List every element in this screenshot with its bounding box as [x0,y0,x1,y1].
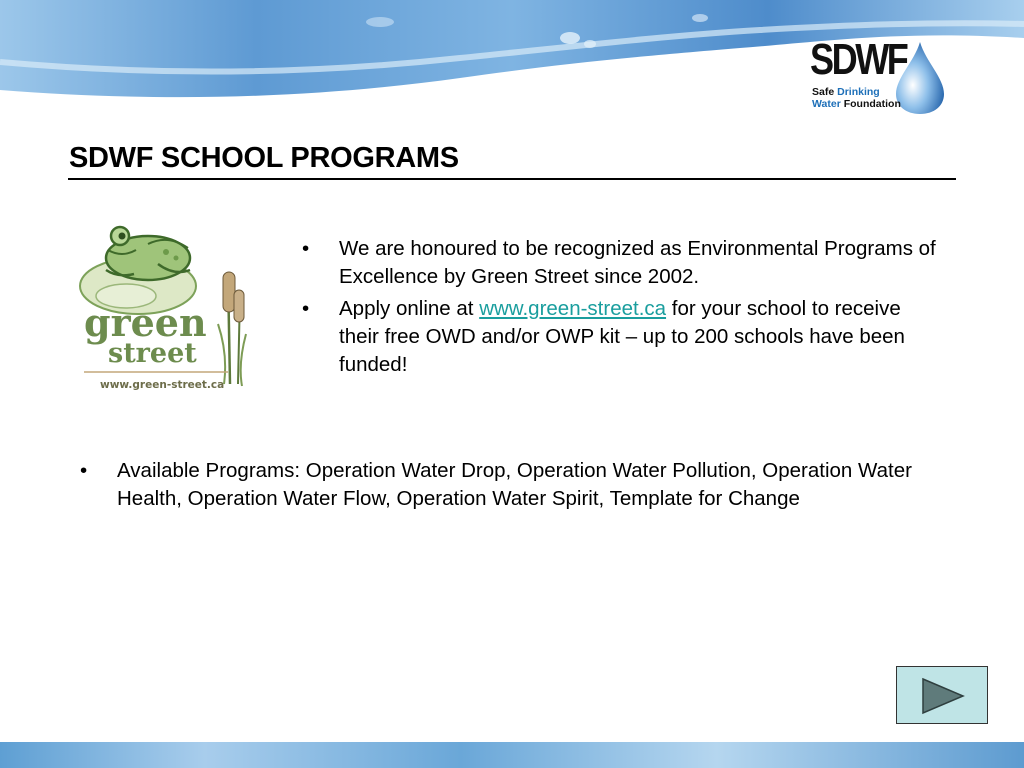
frog-icon [106,227,190,280]
apply-text-after: for your school to receive their free OWD and/or OWP kit – up to 200 schools have been funded! [339,297,905,376]
street-word: street [108,338,197,369]
right-bullet-list [302,235,942,383]
sdwf-wordmark: SDWF [810,35,907,84]
bullet-text: Available Programs: Operation Water Drop, Operation Water Pollution, Operation Water Health, Operation Water Flow, Operation Water Spirit, Template for Change [117,459,912,510]
bullet-text: We are honoured to be recognized as Environmental Programs of Excellence by Green Street since 2002. [339,237,936,288]
logo-water: Water [812,98,841,110]
logo-drinking: Drinking [837,86,880,98]
title-divider [68,178,956,180]
logo-safe: Safe [812,86,835,98]
bottom-water-band [0,742,1024,768]
bullet-marker: • [80,459,88,482]
logo-foundation: Foundation [843,98,901,110]
green-street-link[interactable]: www.green-street.ca [479,297,667,320]
play-triangle-icon [921,677,965,715]
bullet-text [339,297,905,376]
bullet-marker: • [302,297,310,320]
bullet-marker: • [302,237,310,260]
sdwf-subtitle [812,86,901,110]
list-item [80,457,960,513]
list-item [302,295,942,379]
green-word: green [84,300,207,345]
programs-bullet-list [80,457,960,517]
green-street-logo [78,214,250,394]
list-item [302,235,942,291]
green-street-url: www.green-street.ca [100,379,225,391]
apply-text-before: Apply online at [339,297,480,320]
page-title: SDWF SCHOOL PROGRAMS [69,142,459,174]
next-slide-button[interactable] [896,666,988,724]
sdwf-logo [808,36,948,118]
